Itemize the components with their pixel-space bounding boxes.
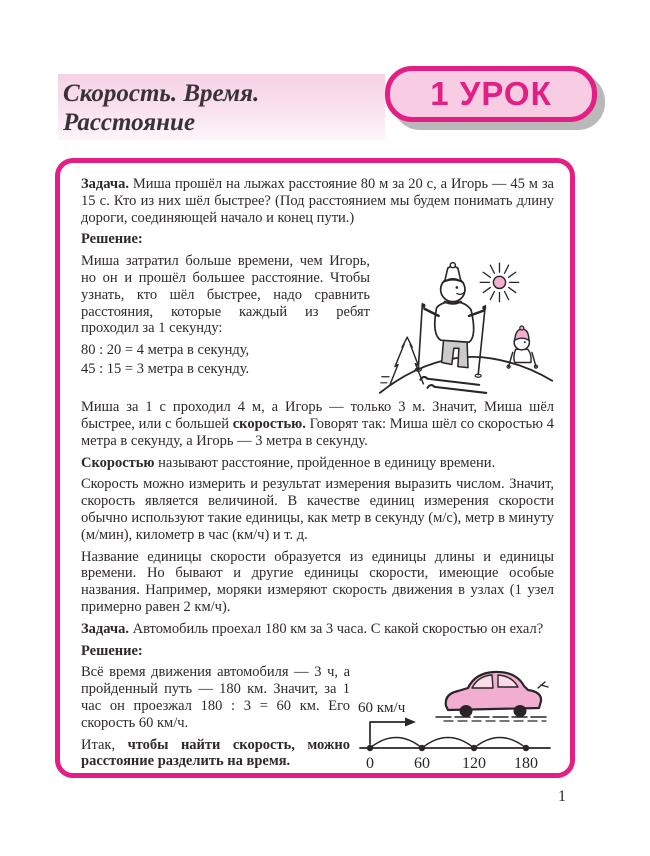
speed-label: 60 км/ч (358, 700, 406, 717)
task-2-paragraph (81, 621, 554, 638)
unit-names-paragraph: Название единицы скорости образуется из единицы длины и единицы времени. Но бывают и другие единицы скорости, имеющие особые названия. Например, моряки измеряют скорость движения в узлах (1 узел примерно равен 2 км/ч). (81, 548, 554, 615)
solution-2-text: Всё время движения автомобиля — 3 ч, а пройденный путь — 180 км. Значит, за 1 час он проезжал 180 : 3 = 60 км. Его скорость 60 км/ч. (81, 664, 350, 731)
task-1-label: Задача. (81, 176, 129, 192)
comparison-paragraph (81, 399, 554, 449)
tick-180: 180 (514, 755, 538, 773)
page-title (63, 79, 385, 137)
lesson-badge (385, 66, 597, 122)
tick-60: 60 (414, 755, 430, 773)
page-title-line1: Скорость. Время. (63, 80, 260, 107)
chapter-title-band (58, 74, 385, 140)
equation-1: 80 : 20 = 4 метра в секунду, (81, 342, 250, 359)
units-paragraph: Скорость можно измерить и результат измерения выразить числом. Значит, скорость является величиной. В качестве единиц измерения скорости обычно используют такие единицы, как метр в секунду (м/с), метр в минуту (м/мин), километр в час (км/ч) и т. д. (81, 476, 554, 543)
speed-definition-rest: называют расстояние, пройденное в единицу времени. (154, 454, 496, 471)
lesson-badge-label: 1 УРОК (430, 75, 552, 112)
comparison-text-b: Говорят так: Миша шёл со скоростью 4 метра в секунду, а Игорь — 3 метра в секунду. (81, 415, 555, 449)
skiers-illustration (378, 255, 554, 397)
comparison-bold: скоростью. (232, 415, 306, 432)
solution-1-heading: Решение: (81, 231, 143, 248)
task-2-label: Задача. (81, 620, 129, 637)
speed-definition (81, 455, 554, 472)
solution-1-section (81, 253, 554, 399)
conclusion-rule: чтобы найти скорость, можно расстояние разделить на время. (81, 736, 351, 770)
tick-120: 120 (462, 755, 486, 773)
task-1-text: Миша прошёл на лыжах расстояние 80 м за 20 с, а Игорь — 45 м за 15 с. Кто из них шёл быстрее? (Под расстоянием мы будем понимать длину дороги, соединяющей начало и конец пути.) (81, 176, 554, 226)
skiers-icon (378, 255, 554, 397)
solution-1-text: Миша затратил больше времени, чем Игорь, но он и прошёл большее расстояние. Чтобы узнать, кто шёл быстрее, надо сравнить расстояния, которые каждый из ребят проходил за 1 секунду: (81, 253, 370, 337)
conclusion-start: Итак, (81, 736, 128, 753)
comparison-text-a: Миша за 1 с проходил 4 м, а Игорь — только 3 м. Значит, Миша шёл быстрее, или с большей (81, 399, 554, 432)
car-number-line-icon (358, 664, 554, 776)
equation-2: 45 : 15 = 3 метра в секунду. (81, 360, 250, 377)
speed-definition-term: Скоростью (81, 454, 155, 471)
page-title-line2: Расстояние (63, 109, 196, 136)
lesson-content-box (55, 158, 575, 778)
solution-2-heading: Решение: (81, 642, 143, 659)
page-number: 1 (558, 788, 566, 805)
task-1-paragraph (81, 176, 554, 226)
car-number-line-illustration (358, 664, 554, 776)
solution-2-section (81, 664, 554, 778)
task-2-text: Автомобиль проехал 180 км за 3 часа. С какой скоростью он ехал? (128, 620, 544, 637)
tick-0: 0 (366, 755, 374, 773)
